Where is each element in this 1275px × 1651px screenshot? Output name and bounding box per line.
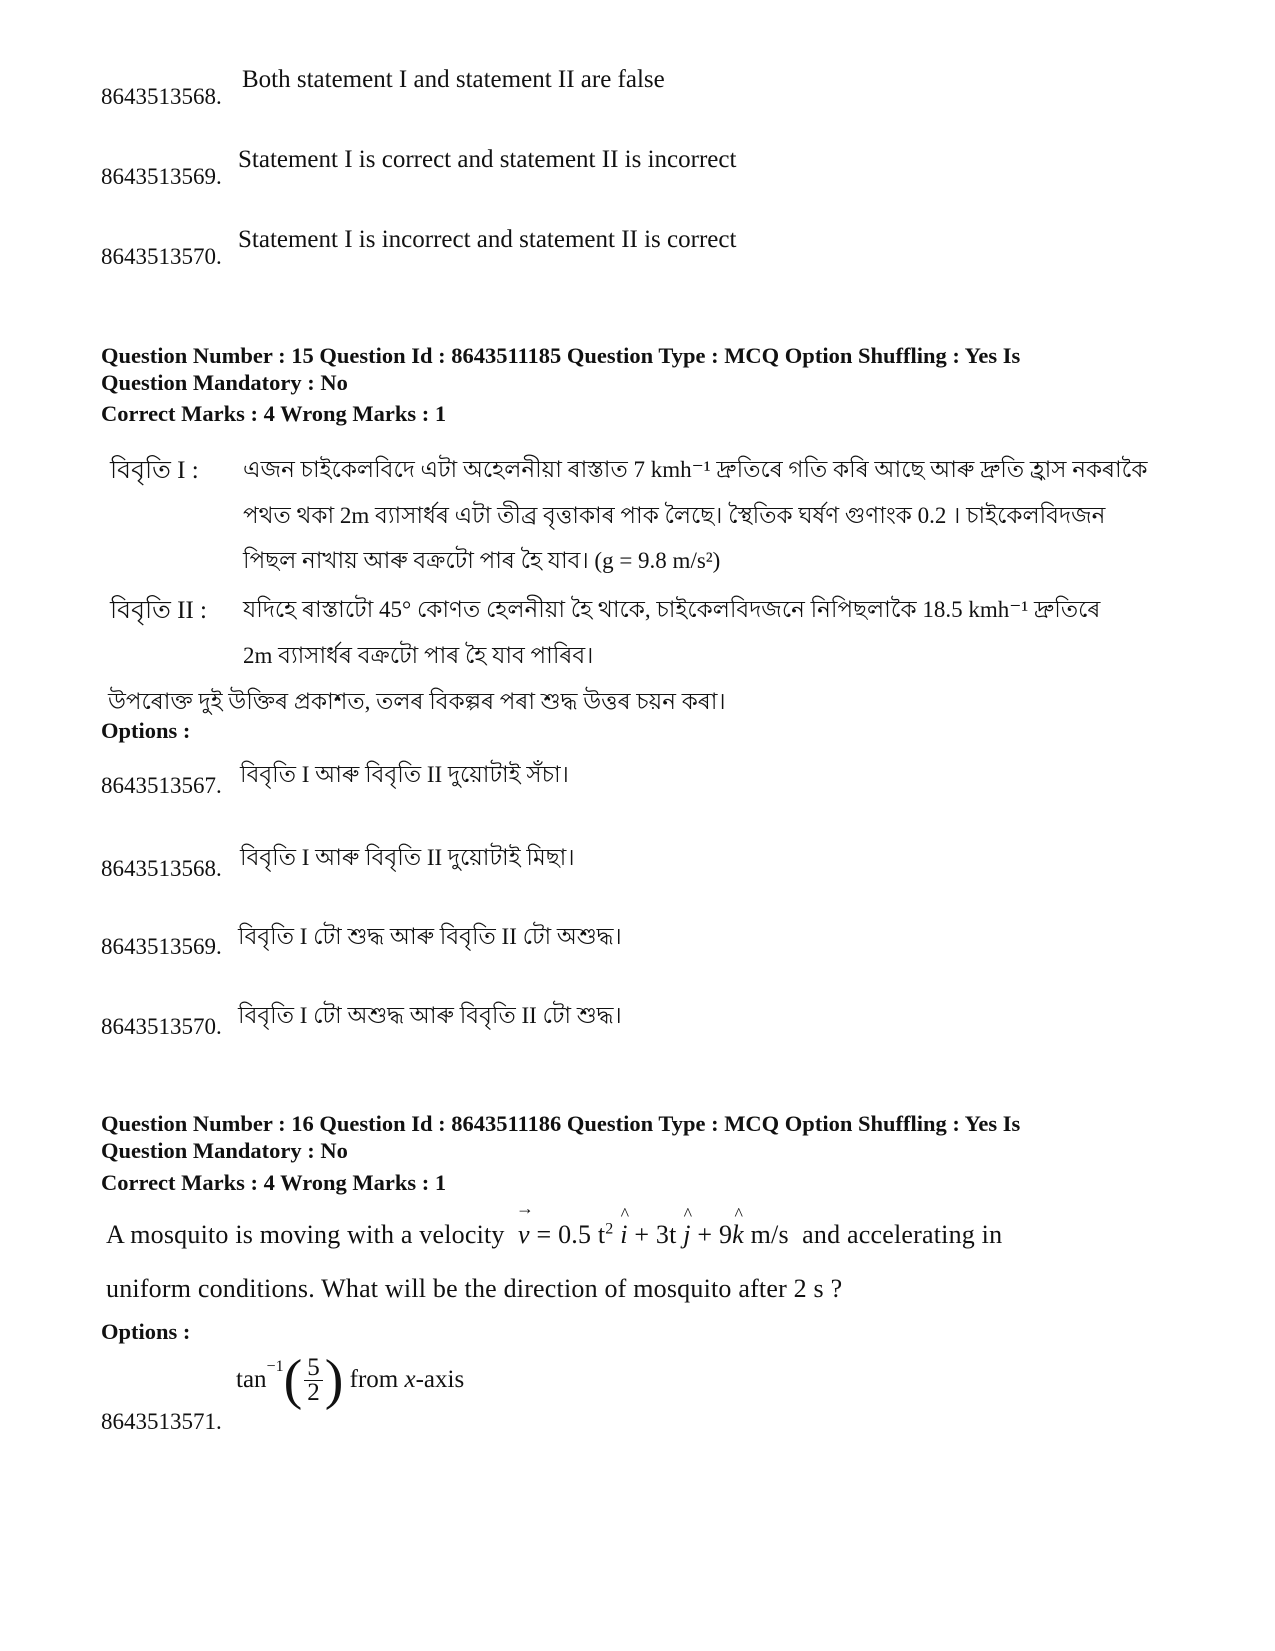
options-label: Options : xyxy=(101,1319,191,1344)
question-marks: Correct Marks : 4 Wrong Marks : 1 xyxy=(101,401,447,426)
option-id: 8643513570. xyxy=(101,244,222,269)
option-text: বিবৃতি I টো শুদ্ধ আৰু বিবৃতি II টো অশুদ্ধ। xyxy=(238,924,622,949)
from-word: from xyxy=(349,1366,399,1393)
statement-1-line1: এজন চাইকেলবিদে এটা অহেলনীয়া ৰাস্তাত 7 kmh⁻¹ দ্ৰুতিৰে গতি কৰি আছে আৰু দ্ৰুতি হ্ৰাস নকৰাকৈ xyxy=(243,457,1148,482)
option-id: 8643513569. xyxy=(101,934,222,959)
question-header-line1: Question Number : 15 Question Id : 8643511185 Question Type : MCQ Option Shuffling : Yes Is xyxy=(101,343,1021,368)
option-text: Both statement I and statement II are false xyxy=(242,66,665,93)
axis-variable: x xyxy=(404,1366,416,1393)
option-id: 8643513568. xyxy=(101,84,222,109)
option-text: Statement I is incorrect and statement II is correct xyxy=(238,226,737,253)
axis-suffix: -axis xyxy=(415,1366,465,1393)
fraction xyxy=(304,1353,323,1406)
fraction-denominator: 2 xyxy=(307,1378,320,1406)
option-id: 8643513571. xyxy=(101,1409,222,1434)
option-id: 8643513569. xyxy=(101,164,222,189)
unit-vector-i: ^ i xyxy=(620,1220,627,1250)
options-label: Options : xyxy=(101,718,191,743)
fraction-numerator: 5 xyxy=(304,1356,323,1381)
equation-part: = 0.5 t xyxy=(536,1220,606,1249)
option-id: 8643513567. xyxy=(101,773,222,798)
question-instruction: উপৰোক্ত দুই উক্তিৰ প্ৰকাশত, তলৰ বিকল্পৰ পৰা শুদ্ধ উত্তৰ চয়ন কৰা। xyxy=(108,689,726,714)
statement-2-line1: যদিহে ৰাস্তাটো 45° কোণত হেলনীয়া হৈ থাকে, চাইকেলবিদজনে নিপিছলাকৈ 18.5 kmh⁻¹ দ্ৰুতিৰে xyxy=(243,597,1101,622)
question-header-line2: Question Mandatory : No xyxy=(101,370,348,395)
option-text: Statement I is correct and statement II is incorrect xyxy=(238,146,737,173)
option-text xyxy=(236,1349,465,1411)
statement-1-line3: পিছল নাখায় আৰু বক্ৰটো পাৰ হৈ যাব। (g = 9.8 m/s²) xyxy=(243,548,721,573)
question-text-suffix: and accelerating in xyxy=(802,1220,1003,1249)
right-paren-icon: ) xyxy=(324,1349,344,1411)
statement-2-label: বিবৃতি II : xyxy=(110,597,207,624)
tan-function: tan xyxy=(236,1366,267,1393)
equation-part: + 9 xyxy=(697,1220,733,1249)
question-text-line1 xyxy=(106,1220,1002,1250)
option-text: বিবৃতি I আৰু বিবৃতি II দুয়োটাই সঁচা। xyxy=(240,762,569,787)
option-text: বিবৃতি I টো অশুদ্ধ আৰু বিবৃতি II টো শুদ্ধ। xyxy=(238,1003,622,1028)
left-paren-icon: ( xyxy=(283,1349,303,1411)
question-text-line2: uniform conditions. What will be the direction of mosquito after 2 s ? xyxy=(106,1274,843,1303)
option-id: 8643513570. xyxy=(101,1014,222,1039)
equation-part: + 3t xyxy=(634,1220,677,1249)
statement-1-label: বিবৃতি I : xyxy=(110,457,199,484)
question-marks: Correct Marks : 4 Wrong Marks : 1 xyxy=(101,1170,447,1195)
question-header-line1: Question Number : 16 Question Id : 8643511186 Question Type : MCQ Option Shuffling : Yes Is xyxy=(101,1111,1021,1136)
statement-1-line2: পথত থকা 2m ব্যাসাৰ্ধৰ এটা তীব্ৰ বৃত্তাকাৰ পাক লৈছে। স্থৈতিক ঘৰ্ষণ গুণাংক 0.2 । চাইকেলবিদজন xyxy=(243,503,1106,528)
unit-vector-k: ^ k xyxy=(732,1220,744,1250)
question-text-prefix: A mosquito is moving with a velocity xyxy=(106,1220,505,1249)
equation-unit: m/s xyxy=(750,1220,789,1249)
equation-exponent: 2 xyxy=(605,1220,614,1238)
tan-inverse-exponent: −1 xyxy=(266,1358,284,1375)
question-header-line2: Question Mandatory : No xyxy=(101,1138,348,1163)
option-id: 8643513568. xyxy=(101,856,222,881)
unit-vector-j: ^ j xyxy=(683,1220,690,1250)
statement-2-line2: 2m ব্যাসাৰ্ধৰ বক্ৰটো পাৰ হৈ যাব পাৰিব। xyxy=(243,643,594,668)
option-text: বিবৃতি I আৰু বিবৃতি II দুয়োটাই মিছা। xyxy=(240,845,575,870)
velocity-vector-symbol: → v xyxy=(518,1220,530,1250)
